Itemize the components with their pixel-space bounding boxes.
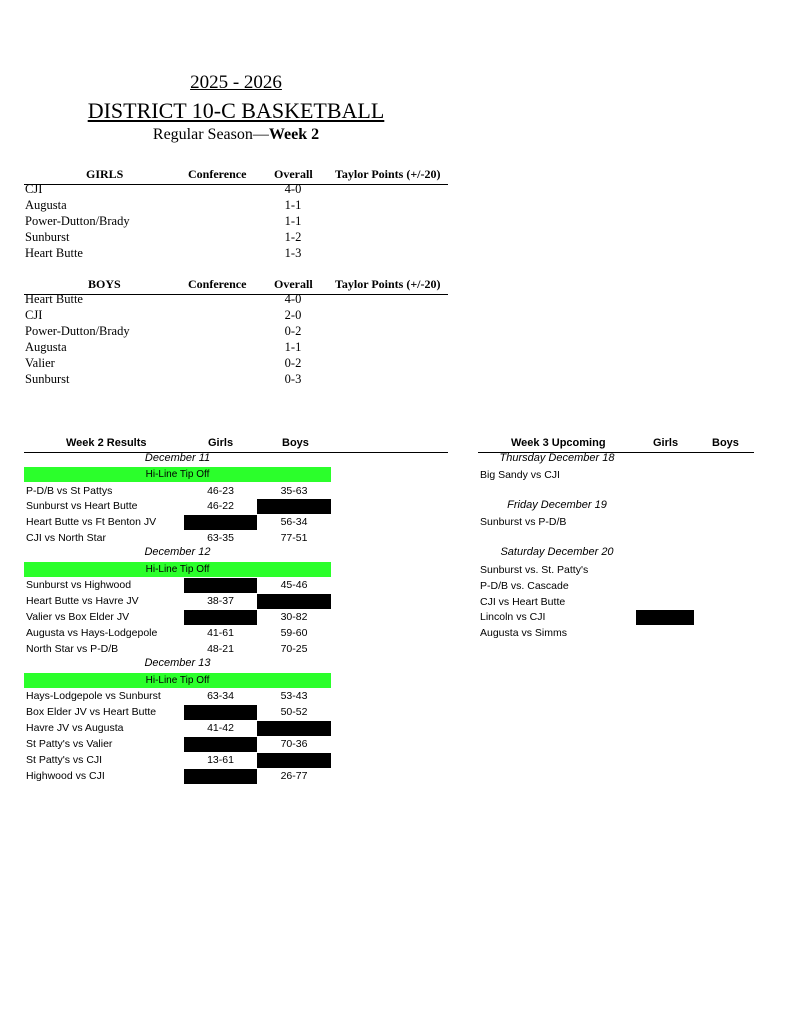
boys-header-taylor: Taylor Points (+/-20) [335, 277, 441, 291]
girls-standings-row [25, 198, 445, 214]
result-matchup: Box Elder JV vs Heart Butte [26, 706, 157, 718]
upcoming-matchup: Sunburst vs. St. Patty's [480, 564, 589, 576]
result-girls-score: 46-23 [207, 485, 234, 497]
subtitle-prefix: Regular Season— [152, 126, 269, 143]
result-row [24, 610, 331, 625]
upcoming-matchup: CJI vs Heart Butte [480, 596, 566, 608]
result-row [24, 484, 331, 499]
result-row [24, 721, 331, 736]
boys-standings-row [25, 324, 445, 340]
result-boys-score: 30-82 [280, 611, 308, 623]
result-row [24, 531, 331, 546]
result-boys-no-game [257, 721, 331, 736]
girls-header-taylor: Taylor Points (+/-20) [335, 167, 441, 181]
girls-header-team: GIRLS [86, 167, 124, 181]
upcoming-row [478, 626, 754, 641]
girls-overall: 1-1 [284, 214, 302, 228]
upcoming-day-label: Thursday December 18 [499, 452, 615, 464]
result-boys-score: 53-43 [280, 690, 308, 702]
results-header-boys: Boys [282, 437, 309, 449]
girls-team: Augusta [25, 198, 67, 212]
boys-overall: 0-2 [284, 356, 302, 370]
girls-overall: 4-0 [284, 182, 302, 196]
results-day-label: December 11 [144, 452, 211, 464]
result-row [24, 705, 331, 720]
girls-header-conference: Conference [188, 167, 247, 181]
results-header-title: Week 2 Results [66, 437, 147, 449]
result-boys-no-game [257, 499, 331, 514]
girls-overall: 1-2 [284, 230, 302, 244]
result-row [24, 626, 331, 641]
result-girls-score: 13-61 [207, 754, 234, 766]
girls-overall: 1-1 [284, 198, 302, 212]
result-matchup: Augusta vs Hays-Lodgepole [26, 627, 158, 639]
season-years: 2025 - 2026 [190, 72, 282, 93]
result-girls-no-game [184, 705, 257, 720]
results-day-label: December 12 [144, 546, 211, 558]
girls-standings-row [25, 230, 445, 246]
result-row [24, 642, 331, 657]
boys-header-team: BOYS [88, 277, 121, 291]
result-girls-score: 63-35 [207, 532, 234, 544]
result-boys-score: 50-52 [280, 706, 308, 718]
boys-overall: 1-1 [284, 340, 302, 354]
result-girls-no-game [184, 515, 257, 530]
result-matchup: Havre JV vs Augusta [26, 722, 124, 734]
boys-team: Power-Dutton/Brady [25, 324, 130, 338]
result-matchup: Heart Butte vs Havre JV [26, 595, 139, 607]
result-girls-score: 46-22 [207, 500, 234, 512]
upcoming-row [478, 595, 754, 610]
result-boys-score: 77-51 [280, 532, 308, 544]
result-girls-score: 63-34 [207, 690, 234, 702]
result-boys-score: 56-34 [280, 516, 308, 528]
result-matchup: CJI vs North Star [26, 532, 106, 544]
result-boys-score: 59-60 [280, 627, 308, 639]
tipoff-banner: Hi-Line Tip Off [24, 673, 331, 688]
results-header [24, 437, 448, 453]
boys-header-conference: Conference [188, 277, 247, 291]
result-boys-no-game [257, 594, 331, 609]
upcoming-row [478, 610, 754, 625]
tipoff-banner: Hi-Line Tip Off [24, 467, 331, 482]
upcoming-matchup: Sunburst vs P-D/B [480, 516, 567, 528]
girls-team: CJI [25, 182, 43, 196]
results-header-girls: Girls [208, 437, 234, 449]
result-matchup: Heart Butte vs Ft Benton JV [26, 516, 157, 528]
upcoming-day-label: Friday December 19 [507, 499, 607, 511]
result-matchup: St Patty's vs CJI [26, 754, 103, 766]
district-name: DISTRICT 10-C BASKETBALL [87, 98, 385, 123]
upcoming-matchup: Big Sandy vs CJI [480, 469, 560, 481]
main-title [0, 98, 472, 124]
girls-team: Power-Dutton/Brady [25, 214, 130, 228]
upcoming-day-label: Saturday December 20 [500, 546, 614, 558]
upcoming-header-boys: Boys [712, 437, 739, 449]
result-girls-score: 41-61 [207, 627, 234, 639]
result-girls-score: 38-37 [207, 595, 234, 607]
result-matchup: Hays-Lodgepole vs Sunburst [26, 690, 161, 702]
result-boys-score: 70-36 [280, 738, 308, 750]
girls-standings-row [25, 214, 445, 230]
subtitle-week: Week 2 [268, 126, 320, 143]
boys-standings-row [25, 292, 445, 308]
result-girls-score: 48-21 [207, 643, 234, 655]
girls-team: Heart Butte [25, 246, 83, 260]
girls-standings-row [25, 182, 445, 198]
upcoming-header-title: Week 3 Upcoming [511, 437, 606, 449]
result-boys-score: 35-63 [280, 485, 308, 497]
result-girls-no-game [184, 610, 257, 625]
result-boys-no-game [257, 753, 331, 768]
upcoming-matchup: Lincoln vs CJI [480, 611, 546, 623]
result-girls-no-game [184, 737, 257, 752]
result-boys-score: 45-46 [280, 579, 308, 591]
boys-overall: 0-2 [284, 324, 302, 338]
upcoming-row [478, 579, 754, 594]
result-row [24, 515, 331, 530]
boys-team: Sunburst [25, 372, 70, 386]
result-boys-score: 26-77 [280, 770, 308, 782]
subtitle [0, 126, 472, 144]
result-matchup: Valier vs Box Elder JV [26, 611, 130, 623]
tipoff-banner: Hi-Line Tip Off [24, 562, 331, 577]
upcoming-matchup: P-D/B vs. Cascade [480, 580, 569, 592]
upcoming-row [478, 563, 754, 578]
result-girls-no-game [184, 769, 257, 784]
upcoming-row [478, 515, 754, 530]
result-row [24, 499, 331, 514]
result-matchup: Sunburst vs Highwood [26, 579, 132, 591]
boys-standings-row [25, 308, 445, 324]
upcoming-row [478, 468, 754, 483]
girls-standings-row [25, 246, 445, 262]
boys-team: Heart Butte [25, 292, 83, 306]
result-matchup: Highwood vs CJI [26, 770, 105, 782]
result-girls-score: 41-42 [207, 722, 234, 734]
results-day-label: December 13 [144, 657, 211, 669]
result-matchup: Sunburst vs Heart Butte [26, 500, 138, 512]
girls-overall: 1-3 [284, 246, 302, 260]
boys-overall: 2-0 [284, 308, 302, 322]
result-girls-no-game [184, 578, 257, 593]
result-row [24, 753, 331, 768]
girls-header-overall: Overall [274, 167, 313, 181]
season-title [0, 72, 472, 94]
boys-overall: 4-0 [284, 292, 302, 306]
girls-team: Sunburst [25, 230, 70, 244]
boys-team: Valier [25, 356, 55, 370]
upcoming-header-girls: Girls [653, 437, 679, 449]
result-matchup: North Star vs P-D/B [26, 643, 119, 655]
boys-team: Augusta [25, 340, 67, 354]
upcoming-matchup: Augusta vs Simms [480, 627, 567, 639]
boys-team: CJI [25, 308, 43, 322]
result-row [24, 578, 331, 593]
result-row [24, 769, 331, 784]
boys-standings-row [25, 356, 445, 372]
boys-standings-row [25, 372, 445, 388]
upcoming-girls-no-game [636, 610, 694, 625]
result-row [24, 737, 331, 752]
result-row [24, 594, 331, 609]
boys-header-overall: Overall [274, 277, 313, 291]
result-row [24, 689, 331, 704]
result-matchup: St Patty's vs Valier [26, 738, 113, 750]
boys-overall: 0-3 [284, 372, 302, 386]
boys-standings-row [25, 340, 445, 356]
result-boys-score: 70-25 [280, 643, 308, 655]
upcoming-header [478, 437, 754, 453]
result-matchup: P-D/B vs St Pattys [26, 485, 113, 497]
